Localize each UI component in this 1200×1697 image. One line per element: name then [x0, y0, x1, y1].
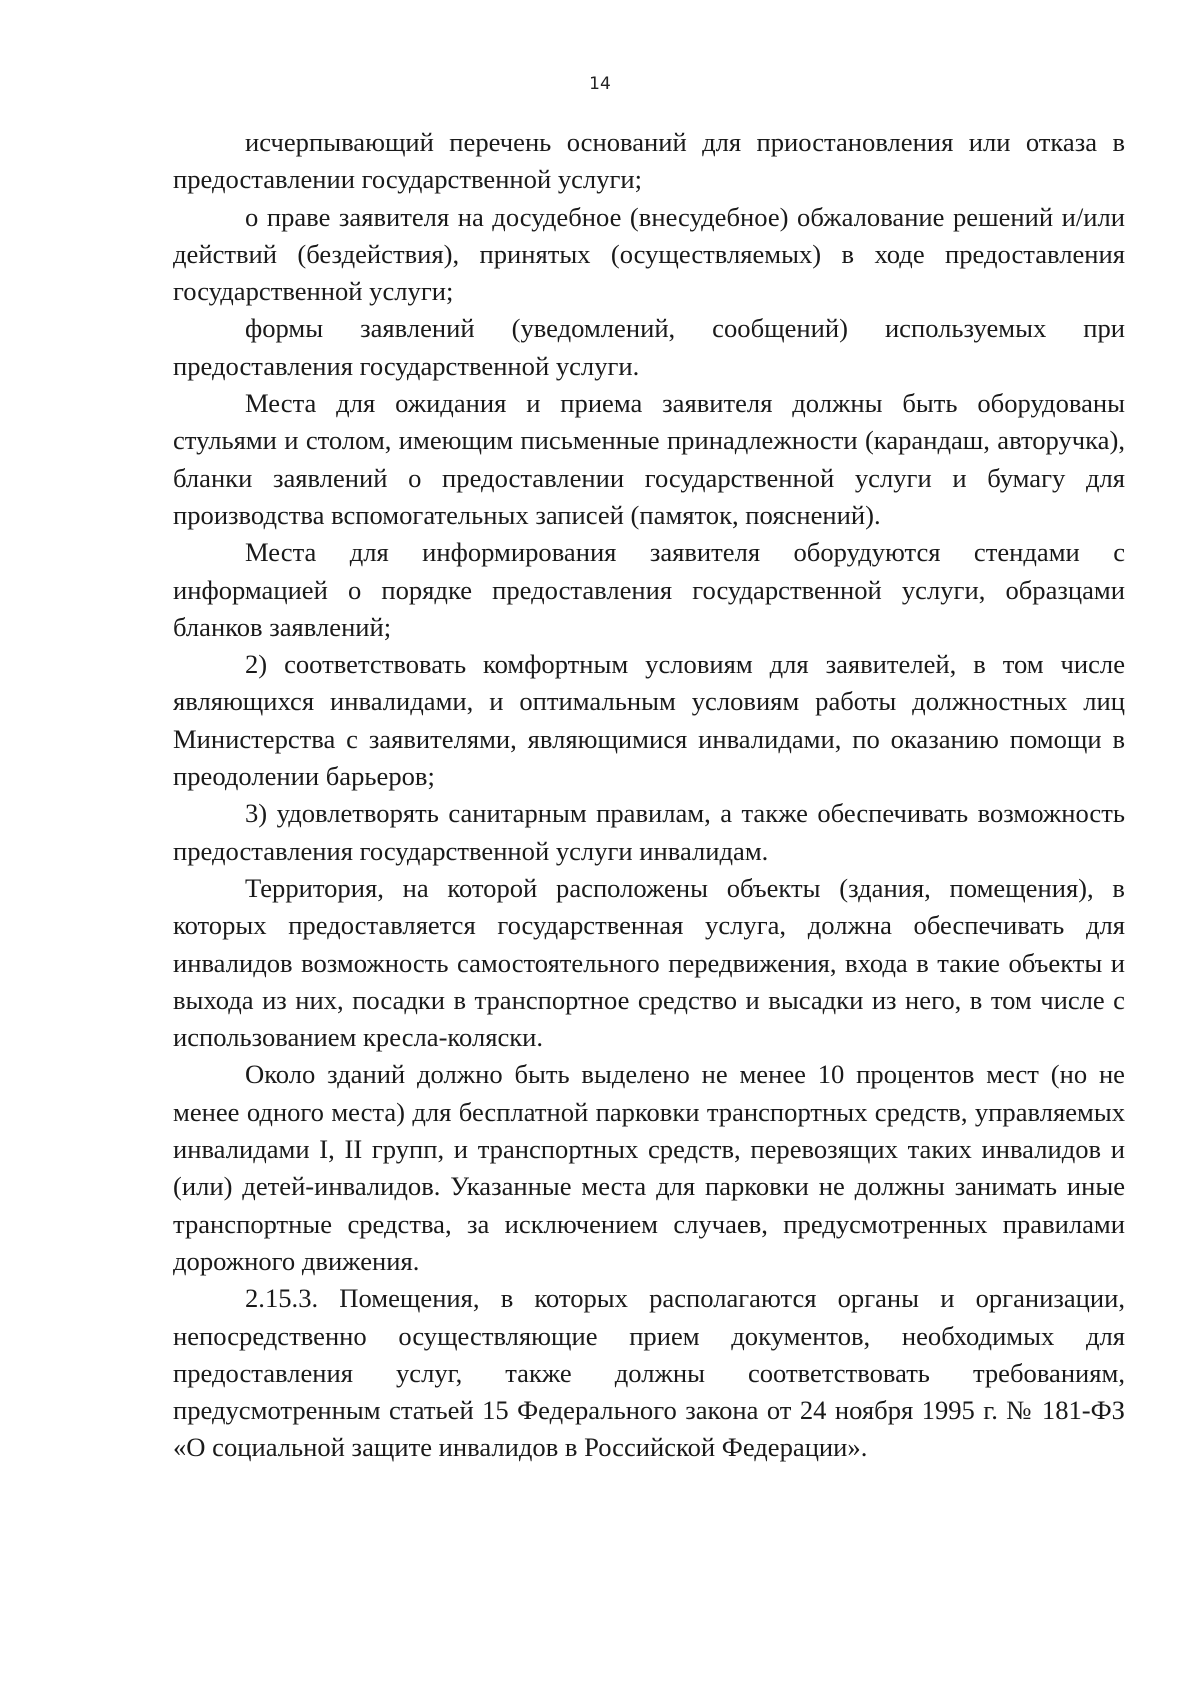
paragraph-parking: Около зданий должно быть выделено не менее 10 процентов мест (но не менее одного места) для бесплатной парковки транспортных средств, управляемых инвалидами I, II групп, и транспортных средств, перевозящих таких инвалидов и (или) детей-инвалидов. Указанные места для парковки не должны занимать иные транспортные средства, за исключением случаев, предусмотренных правилами дорожного движения. [173, 1059, 1125, 1276]
paragraph-2-15-3: 2.15.3. Помещения, в которых располагаются органы и организации, непосредственно осуществляющие прием документов, необходимых для предоставления услуг, также должны соответствовать требованиям, предусмотренным статьей 15 Федерального закона от 24 ноября 1995 г. № 181-ФЗ «О социальной защите инвалидов в Российской Федерации». [173, 1283, 1125, 1463]
paragraph-application-forms: формы заявлений (уведомлений, сообщений) используемых при предоставления государственной услуги. [173, 313, 1125, 381]
paragraph-information-places: Места для информирования заявителя оборудуются стендами с информацией о порядке предоставления государственной услуги, образцами бланков заявлений; [173, 537, 1125, 642]
paragraph-appeal-rights: о праве заявителя на досудебное (внесудебное) обжалование решений и/или действий (бездействия), принятых (осуществляемых) в ходе предоставления государственной услуги; [173, 201, 1125, 307]
document-body [173, 124, 1125, 1467]
paragraph-grounds-list: исчерпывающий перечень оснований для приостановления или отказа в предоставлении государственной услуги; [173, 127, 1125, 195]
paragraph-territory: Территория, на которой расположены объекты (здания, помещения), в которых предоставляется государственная услуга, должна обеспечивать для инвалидов возможность самостоятельного передвижения, входа в такие объекты и выхода из них, посадки в транспортное средство и высадки из него, в том числе с использованием кресла-коляски. [173, 872, 1125, 1053]
page-number: 14 [589, 74, 611, 94]
paragraph-item-2: 2) соответствовать комфортным условиям для заявителей, в том числе являющихся инвалидами, и оптимальным условиям работы должностных лиц Министерства с заявителями, являющимися инвалидами, по оказанию помощи в преодолении барьеров; [173, 649, 1125, 792]
paragraph-item-3: 3) удовлетворять санитарным правилам, а также обеспечивать возможность предоставления государственной услуги инвалидам. [173, 798, 1125, 866]
paragraph-waiting-places: Места для ожидания и приема заявителя должны быть оборудованы стульями и столом, имеющим письменные принадлежности (карандаш, авторучка), бланки заявлений о предоставлении государственной услуги и бумагу для производства вспомогательных записей (памяток, пояснений). [173, 388, 1125, 530]
